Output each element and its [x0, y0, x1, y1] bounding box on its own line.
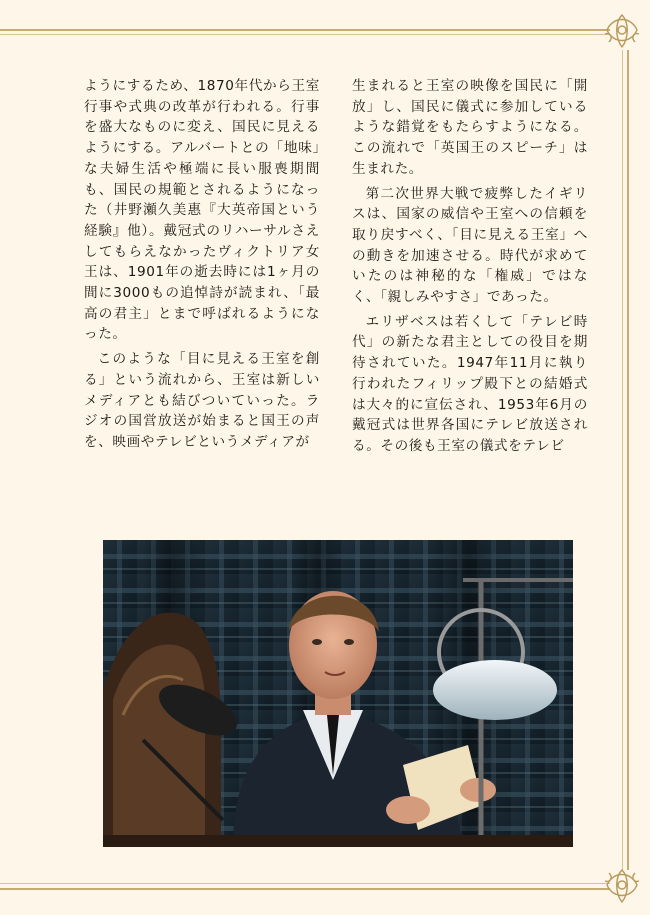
- corner-ornament-bottom-right: [603, 865, 641, 903]
- corner-ornament-top-right: [603, 12, 641, 50]
- frame-bottom-line-inner: [0, 883, 610, 884]
- paragraph: このような「目に見える王室を創る」という流れから、王室は新しいメディアとも結びついていった。ラジオの国営放送が始まると国王の声を、映画やテレビというメディアが: [84, 351, 320, 450]
- film-still-photo: [103, 540, 573, 847]
- frame-top-line-inner: [0, 34, 610, 35]
- frame-right-line: [627, 50, 629, 870]
- article-right-column: [352, 76, 588, 457]
- paragraph: 生まれると王室の映像を国民に「開放」し、国民に儀式に参加しているような錯覚をもたらすようになる。この流れで「英国王のスピーチ」は生まれた。: [352, 78, 588, 177]
- frame-bottom-line: [0, 888, 610, 890]
- frame-right-line-inner: [622, 50, 623, 870]
- article-left-column: [84, 76, 320, 453]
- frame-top-line: [0, 29, 610, 31]
- paragraph: エリザベスは若くして「テレビ時代」の新たな君主としての役目を期待されていた。1947年11月に執り行われたフィリップ殿下との結婚式は大々的に宣伝され、1953年6月の戴冠式は世界各国にテレビ放送される。その後も王室の儀式をテレビ: [352, 313, 588, 454]
- paragraph: ようにするため、1870年代から王室行事や式典の改革が行われる。行事を盛大なものに変え、国民に見えるようにする。アルバートとの「地味」な夫婦生活や極端に長い服喪期間も、国民の規範とされるようになった（井野瀬久美惠『大英帝国という経験』他）。戴冠式のリハーサルさえしてもらえなかったヴィクトリア女王は、1901年の逝去時には1ヶ月の間に3000もの追悼詩が読まれ、「最高の君主」とまで呼ばれるようになった。: [84, 78, 320, 343]
- paragraph: 第二次世界大戦で疲弊したイギリスは、国家の威信や王室への信頼を取り戻すべく、「目に見える王室」への動きを加速させる。時代が求めていたのは神秘的な「権威」ではなく、「親しみやすさ」であった。: [352, 185, 588, 306]
